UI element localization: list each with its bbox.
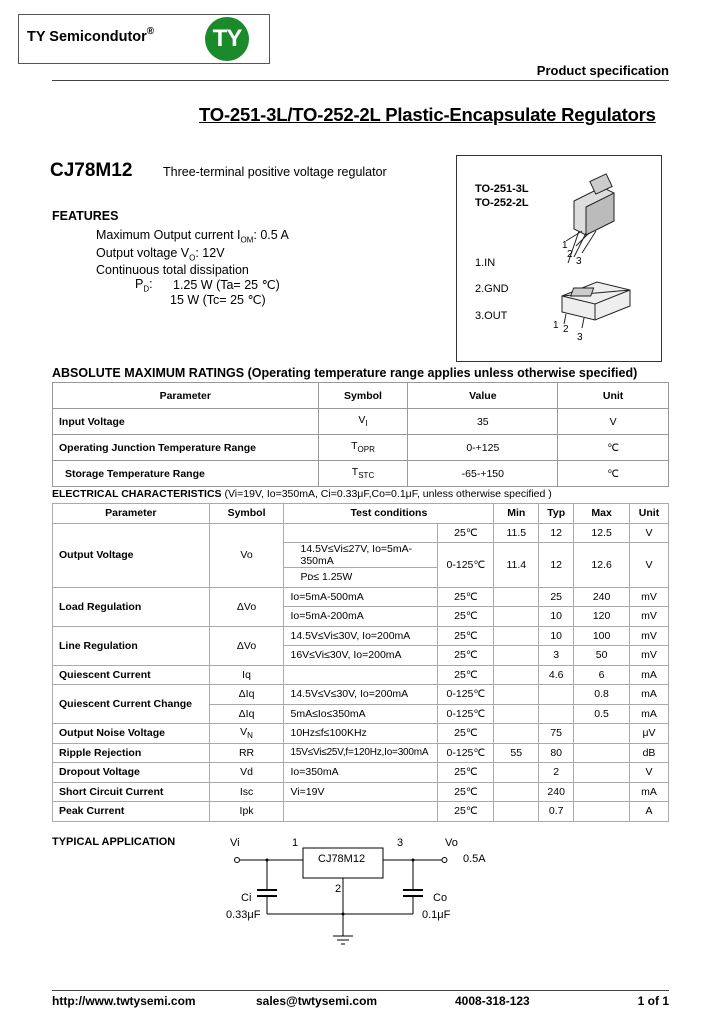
ec-typ: 12 xyxy=(539,523,574,543)
ec-symbol: ΔIq xyxy=(209,685,284,705)
ec-temp: 25℃ xyxy=(438,523,494,543)
ec-typ: 0.7 xyxy=(539,802,574,822)
pin-label-in: 1.IN xyxy=(475,257,496,269)
ec-temp: 25℃ xyxy=(438,646,494,666)
table-row xyxy=(53,782,669,802)
ec-symbol: RR xyxy=(209,743,284,763)
to252-pin3-num: 3 xyxy=(577,332,583,343)
ec-typ: 3 xyxy=(539,646,574,666)
ec-symbol: ΔVo xyxy=(209,587,284,626)
table-row xyxy=(53,724,669,744)
ec-param: Line Regulation xyxy=(53,626,210,665)
ec-col-typ: Typ xyxy=(539,504,574,524)
circuit-vi-label: Vi xyxy=(230,837,240,849)
ec-param: Output Voltage xyxy=(53,523,210,587)
ec-min xyxy=(494,724,539,744)
ec-unit: mV xyxy=(630,607,669,627)
ec-unit: μV xyxy=(630,724,669,744)
amr-symbol: $T_{OPR}$ xyxy=(318,435,408,461)
table-row xyxy=(53,587,669,607)
ec-param: Quiescent Current Change xyxy=(53,685,210,724)
footer-url[interactable]: http://www.twtysemi.com xyxy=(52,994,196,1008)
feature-pd-ta: 1.25 W (Ta= 25 ℃) xyxy=(173,278,280,292)
ec-heading-line xyxy=(52,488,552,500)
ec-symbol: Vd xyxy=(209,763,284,783)
ec-param: Peak Current xyxy=(53,802,210,822)
ec-cond: Io=350mA xyxy=(284,763,438,783)
table-row xyxy=(53,409,669,435)
ec-cond xyxy=(284,523,438,543)
ec-typ: 75 xyxy=(539,724,574,744)
ec-temp: 0-125℃ xyxy=(438,743,494,763)
table-row xyxy=(53,685,669,705)
ec-symbol: ΔIq xyxy=(209,704,284,724)
ec-unit: mV xyxy=(630,626,669,646)
ec-cond xyxy=(284,665,438,685)
amr-value: 0-+125 xyxy=(408,435,558,461)
ec-unit: mV xyxy=(630,646,669,666)
feature-max-output-current: Maximum Output current $I_{OM}$: 0.5 A xyxy=(96,228,289,245)
ec-param: Ripple Rejection xyxy=(53,743,210,763)
ec-symbol: Iq xyxy=(209,665,284,685)
ec-typ: 10 xyxy=(539,607,574,627)
table-row xyxy=(53,523,669,543)
ec-symbol: Vo xyxy=(209,523,284,587)
ec-min xyxy=(494,626,539,646)
feature-output-voltage: Output voltage $V_O$: 12V xyxy=(96,246,225,263)
company-header-box xyxy=(18,14,270,64)
table-row xyxy=(53,763,669,783)
ec-cond: 14.5V≤V≤30V, Io=200mA xyxy=(284,685,438,705)
ec-max: 12.6 xyxy=(574,543,630,588)
ec-header-row xyxy=(53,504,669,524)
ec-temp: 0-125℃ xyxy=(438,685,494,705)
ec-max xyxy=(574,782,630,802)
ec-unit: dB xyxy=(630,743,669,763)
ec-temp: 25℃ xyxy=(438,724,494,744)
ec-cond: Pᴅ≤ 1.25W xyxy=(284,568,438,588)
amr-unit: ℃ xyxy=(558,435,669,461)
feature-pd-tc: 15 W (Tc= 25 ℃) xyxy=(170,293,266,307)
ec-min xyxy=(494,782,539,802)
feature-pd-label: $P_D$: xyxy=(135,277,153,294)
amr-col-symbol: Symbol xyxy=(318,383,408,409)
pin-label-out: 3.OUT xyxy=(475,310,508,322)
amr-col-parameter: Parameter xyxy=(53,383,319,409)
to251-pin1-num: 1 xyxy=(562,240,568,251)
ec-typ: 2 xyxy=(539,763,574,783)
ec-col-symbol: Symbol xyxy=(209,504,284,524)
ec-min xyxy=(494,685,539,705)
typical-application-heading: TYPICAL APPLICATION xyxy=(52,836,176,848)
ec-heading: ELECTRICAL CHARACTERISTICS xyxy=(52,488,222,500)
ec-col-parameter: Parameter xyxy=(53,504,210,524)
ec-max xyxy=(574,743,630,763)
ec-min xyxy=(494,802,539,822)
ec-max: 6 xyxy=(574,665,630,685)
pin-label-gnd: 2.GND xyxy=(475,283,509,295)
ec-max: 100 xyxy=(574,626,630,646)
ec-symbol: $V_N$ xyxy=(209,724,284,744)
ec-max: 50 xyxy=(574,646,630,666)
amr-value: -65-+150 xyxy=(408,461,558,487)
company-logo: TY xyxy=(205,17,249,61)
ec-unit: V xyxy=(630,763,669,783)
circuit-ci-value: 0.33μF xyxy=(226,909,261,921)
ec-typ: 80 xyxy=(539,743,574,763)
ec-symbol: Isc xyxy=(209,782,284,802)
ec-param: Quiescent Current xyxy=(53,665,210,685)
package-diagram-box xyxy=(456,155,662,362)
ec-temp: 25℃ xyxy=(438,665,494,685)
ec-cond: 16V≤Vi≤30V, Io=200mA xyxy=(284,646,438,666)
amr-param: Operating Junction Temperature Range xyxy=(53,435,319,461)
ec-param: Output Noise Voltage xyxy=(53,724,210,744)
circuit-vo-label: Vo xyxy=(445,837,458,849)
circuit-ci-label: Ci xyxy=(241,892,252,904)
ec-max: 0.8 xyxy=(574,685,630,705)
to252-pin2-num: 2 xyxy=(563,324,569,335)
ec-typ: 12 xyxy=(539,543,574,588)
document-title: TO-251-3L/TO-252-2L Plastic-Encapsulate Regulators xyxy=(199,104,656,125)
amr-unit: V xyxy=(558,409,669,435)
product-specification-label: Product specification xyxy=(536,63,669,78)
circuit-pin2-label: 2 xyxy=(335,883,342,895)
amr-col-value: Value xyxy=(408,383,558,409)
circuit-co-value: 0.1μF xyxy=(422,909,451,921)
ec-max xyxy=(574,763,630,783)
ec-temp: 25℃ xyxy=(438,782,494,802)
ec-cond: 5mA≤Io≤350mA xyxy=(284,704,438,724)
circuit-pin1-label: 1 xyxy=(292,837,299,849)
to252-pin1-num: 1 xyxy=(553,320,559,331)
ec-min: 11.4 xyxy=(494,543,539,588)
ec-temp: 0-125℃ xyxy=(438,704,494,724)
feature-dissipation: Continuous total dissipation xyxy=(96,263,249,277)
ec-typ: 10 xyxy=(539,626,574,646)
ec-min: 55 xyxy=(494,743,539,763)
ec-table xyxy=(52,503,669,822)
amr-param: Storage Temperature Range xyxy=(53,461,319,487)
ec-unit: A xyxy=(630,802,669,822)
ec-min xyxy=(494,646,539,666)
ec-temp: 25℃ xyxy=(438,802,494,822)
amr-param: Input Voltage xyxy=(53,409,319,435)
ec-symbol: ΔVo xyxy=(209,626,284,665)
features-heading: FEATURES xyxy=(52,209,119,223)
ec-typ: 4.6 xyxy=(539,665,574,685)
circuit-pin3-label: 3 xyxy=(397,837,404,849)
to251-pin3-num: 3 xyxy=(576,256,582,267)
ec-min: 11.5 xyxy=(494,523,539,543)
ec-param: Dropout Voltage xyxy=(53,763,210,783)
ec-temp: 25℃ xyxy=(438,763,494,783)
ec-col-test-conditions: Test conditions xyxy=(284,504,494,524)
ec-min xyxy=(494,704,539,724)
circuit-current-label: 0.5A xyxy=(463,853,486,865)
amr-header-row xyxy=(53,383,669,409)
ec-temp: 0-125℃ xyxy=(438,543,494,588)
table-row xyxy=(53,743,669,763)
company-name: TY Semicondutor® xyxy=(27,26,155,45)
ec-unit: mA xyxy=(630,704,669,724)
ec-typ xyxy=(539,685,574,705)
header-rule xyxy=(52,80,669,81)
ec-col-max: Max xyxy=(574,504,630,524)
ec-cond: Io=5mA-200mA xyxy=(284,607,438,627)
ec-max: 0.5 xyxy=(574,704,630,724)
circuit-ic-label: CJ78M12 xyxy=(318,853,366,865)
amr-heading: ABSOLUTE MAXIMUM RATINGS (Operating temperature range applies unless otherwise specified) xyxy=(52,366,638,380)
ec-cond: 14.5V≤Vi≤30V, Io=200mA xyxy=(284,626,438,646)
ec-unit: mV xyxy=(630,587,669,607)
amr-table xyxy=(52,382,669,487)
part-number: CJ78M12 xyxy=(50,160,133,181)
ec-max: 240 xyxy=(574,587,630,607)
ec-cond: 14.5V≤Vi≤27V, Io=5mA-350mA xyxy=(284,543,438,568)
ec-col-min: Min xyxy=(494,504,539,524)
ec-max: 120 xyxy=(574,607,630,627)
footer-page-number: 1 of 1 xyxy=(637,994,669,1008)
ec-unit: mA xyxy=(630,665,669,685)
footer-email[interactable]: sales@twtysemi.com xyxy=(256,994,378,1008)
ec-cond xyxy=(284,802,438,822)
table-row xyxy=(53,802,669,822)
ec-max: 12.5 xyxy=(574,523,630,543)
amr-col-unit: Unit xyxy=(558,383,669,409)
amr-value: 35 xyxy=(408,409,558,435)
ec-temp: 25℃ xyxy=(438,587,494,607)
ec-unit: V xyxy=(630,543,669,588)
ec-min xyxy=(494,607,539,627)
footer-rule xyxy=(52,990,669,991)
ec-typ: 25 xyxy=(539,587,574,607)
ec-min xyxy=(494,665,539,685)
to251-pin2-num: 2 xyxy=(567,249,573,260)
ec-col-unit: Unit xyxy=(630,504,669,524)
ec-typ xyxy=(539,704,574,724)
amr-symbol: $T_{STC}$ xyxy=(318,461,408,487)
ec-cond: 10Hz≤f≤100KHz xyxy=(284,724,438,744)
ec-unit: mA xyxy=(630,685,669,705)
ec-param: Short Circuit Current xyxy=(53,782,210,802)
ec-min xyxy=(494,587,539,607)
ec-symbol: Ipk xyxy=(209,802,284,822)
ec-unit: V xyxy=(630,523,669,543)
ec-max xyxy=(574,802,630,822)
circuit-co-label: Co xyxy=(433,892,448,904)
package-label-to252: TO-252-2L xyxy=(475,197,529,209)
ec-cond: Vi=19V xyxy=(284,782,438,802)
ec-temp: 25℃ xyxy=(438,607,494,627)
amr-unit: ℃ xyxy=(558,461,669,487)
package-label-to251: TO-251-3L xyxy=(475,183,529,195)
part-description: Three-terminal positive voltage regulator xyxy=(163,165,387,179)
ec-min xyxy=(494,763,539,783)
table-row xyxy=(53,461,669,487)
table-row xyxy=(53,665,669,685)
ec-temp: 25℃ xyxy=(438,626,494,646)
ec-conditions: (Vi=19V, Io=350mA, Ci=0.33μF,Co=0.1μF, unless otherwise specified ) xyxy=(224,488,552,500)
amr-symbol: $V_I$ xyxy=(318,409,408,435)
registered-mark: ® xyxy=(146,26,155,37)
ec-typ: 240 xyxy=(539,782,574,802)
ec-unit: mA xyxy=(630,782,669,802)
footer-phone: 4008-318-123 xyxy=(455,994,530,1008)
ec-cond: Io=5mA-500mA xyxy=(284,587,438,607)
table-row xyxy=(53,626,669,646)
table-row xyxy=(53,435,669,461)
ec-max xyxy=(574,724,630,744)
ec-param: Load Regulation xyxy=(53,587,210,626)
ec-cond: 15V≤Vi≤25V,f=120Hz,Io=300mA xyxy=(284,743,438,763)
